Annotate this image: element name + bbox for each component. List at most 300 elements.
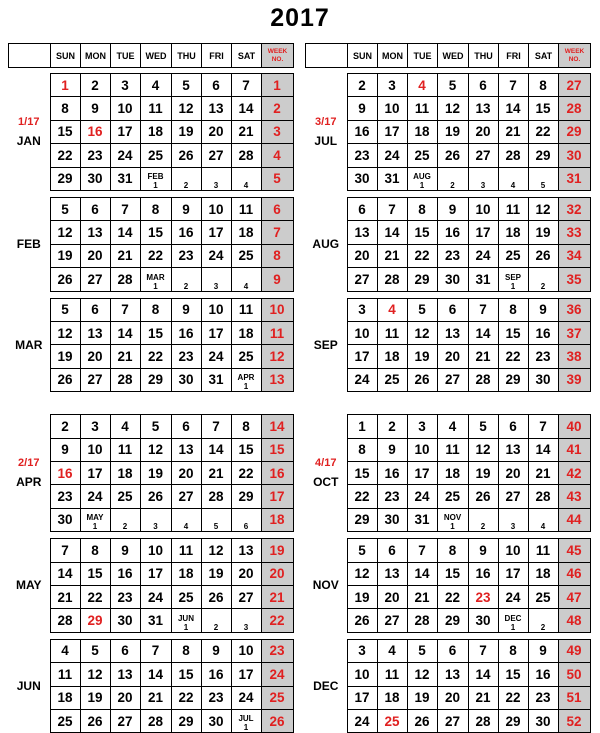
day-cell: 12	[201, 539, 231, 562]
day-cell: 21	[50, 585, 80, 608]
day-cell: 13	[377, 562, 407, 585]
day-cell: 10	[140, 539, 171, 562]
month-block-jan	[8, 73, 294, 191]
day-cell: 16	[437, 221, 468, 244]
day-cell: 20	[171, 461, 201, 484]
next-month-abbr: AUG	[413, 171, 431, 181]
day-cell: 20	[80, 345, 110, 368]
day-cell: 24	[110, 144, 140, 167]
day-cell: 23	[171, 244, 201, 267]
month-label	[8, 415, 50, 532]
day-cell: 12	[50, 321, 80, 344]
day-cell: 17	[201, 321, 231, 344]
next-month-day: 2	[122, 522, 128, 532]
week-number-header: WEEK NO.	[559, 44, 591, 68]
day-cell: 12	[437, 97, 468, 120]
week-row	[305, 562, 590, 585]
day-cell: 12	[50, 221, 80, 244]
week-row	[8, 609, 293, 632]
day-cell: 25	[528, 585, 558, 608]
week-row	[8, 97, 293, 120]
day-cell: 4	[110, 415, 140, 438]
day-cell: 8	[140, 298, 171, 321]
day-cell: 30	[347, 167, 377, 190]
day-cell: 5	[171, 74, 201, 97]
day-cell: 23	[377, 485, 407, 508]
month-label	[305, 539, 347, 633]
day-cell: 2	[347, 74, 377, 97]
day-cell: 24	[201, 345, 231, 368]
day-cell: 14	[110, 221, 140, 244]
day-cell: 30	[437, 268, 468, 291]
day-cell: 13	[347, 221, 377, 244]
day-cell: 22	[50, 144, 80, 167]
day-cell: 7	[407, 539, 437, 562]
week-row	[8, 298, 293, 321]
next-month-day: 1	[153, 180, 158, 190]
week-row	[8, 639, 293, 662]
day-cell: 16	[171, 221, 201, 244]
day-cell: 6	[468, 74, 498, 97]
week-number: 30	[558, 144, 590, 167]
day-cell	[498, 268, 528, 291]
day-cell: 10	[407, 438, 437, 461]
day-cell: 21	[407, 585, 437, 608]
day-cell: 21	[110, 244, 140, 267]
day-cell: 11	[140, 97, 171, 120]
week-row	[305, 709, 590, 732]
week-row	[8, 321, 293, 344]
month-label	[305, 298, 347, 392]
next-month-day: 3	[510, 522, 516, 532]
day-cell: 17	[347, 686, 377, 709]
next-month-day: 3	[153, 522, 158, 532]
day-cell: 16	[528, 321, 558, 344]
weekday-label: SAT	[232, 44, 262, 68]
day-cell: 14	[377, 221, 407, 244]
day-cell: 16	[171, 321, 201, 344]
week-number: 18	[261, 508, 293, 531]
day-cell: 22	[498, 686, 528, 709]
day-cell: 30	[528, 368, 558, 391]
next-month-abbr: MAR	[146, 272, 165, 282]
day-cell: 14	[140, 663, 171, 686]
next-month-day: 1	[243, 723, 249, 733]
weekday-header	[8, 43, 294, 68]
month-name: MAR	[15, 337, 43, 352]
day-cell: 11	[528, 539, 558, 562]
next-month-day: 1	[153, 281, 158, 291]
day-cell: 21	[140, 686, 171, 709]
week-row	[305, 74, 590, 97]
day-cell: 15	[231, 438, 261, 461]
day-cell: 9	[468, 539, 498, 562]
week-number: 33	[558, 221, 590, 244]
day-cell: 1	[50, 74, 80, 97]
day-cell: 8	[498, 298, 528, 321]
day-cell	[231, 709, 261, 732]
week-row	[8, 539, 293, 562]
day-cell: 14	[231, 97, 261, 120]
day-cell: 10	[231, 639, 261, 662]
day-cell: 4	[377, 298, 407, 321]
week-number: 4	[261, 144, 293, 167]
next-month-day: 1	[92, 522, 98, 532]
day-cell: 5	[437, 74, 468, 97]
day-cell: 26	[407, 709, 437, 732]
day-cell: 15	[171, 663, 201, 686]
day-cell: 14	[528, 438, 558, 461]
next-month-abbr: SEP	[504, 272, 521, 282]
day-cell: 18	[50, 686, 80, 709]
day-cell: 25	[377, 709, 407, 732]
day-cell: 19	[437, 120, 468, 143]
week-row	[305, 345, 590, 368]
day-cell: 13	[80, 221, 110, 244]
day-cell: 7	[110, 198, 140, 221]
day-cell: 29	[528, 144, 558, 167]
next-month-day: 4	[243, 180, 249, 190]
week-number: 5	[261, 167, 293, 190]
day-cell: 14	[468, 663, 498, 686]
week-number: 2	[261, 97, 293, 120]
next-month-abbr: JUL	[238, 714, 254, 724]
day-cell: 27	[110, 709, 140, 732]
month-block-sep	[305, 298, 591, 393]
day-cell: 9	[347, 97, 377, 120]
weekday-label: SAT	[529, 44, 559, 68]
week-number: 12	[261, 345, 293, 368]
day-cell	[140, 508, 171, 531]
day-cell: 13	[80, 321, 110, 344]
day-cell: 23	[80, 144, 110, 167]
next-month-day: 5	[213, 522, 219, 532]
day-cell	[231, 167, 261, 190]
day-cell	[231, 368, 261, 391]
day-cell: 14	[498, 97, 528, 120]
day-cell: 26	[140, 485, 171, 508]
day-cell: 3	[347, 298, 377, 321]
month-name: JAN	[16, 133, 41, 148]
day-cell: 6	[437, 639, 468, 662]
day-cell	[171, 268, 201, 291]
day-cell: 22	[528, 120, 558, 143]
day-cell: 31	[468, 268, 498, 291]
week-row	[8, 120, 293, 143]
day-cell: 23	[110, 585, 140, 608]
day-cell: 31	[110, 167, 140, 190]
day-cell: 4	[407, 74, 437, 97]
week-row	[305, 97, 590, 120]
week-row	[305, 461, 590, 484]
day-cell	[528, 268, 558, 291]
day-cell: 21	[110, 345, 140, 368]
week-number: 15	[261, 438, 293, 461]
day-cell: 21	[468, 345, 498, 368]
day-cell: 7	[201, 415, 231, 438]
day-cell: 13	[437, 321, 468, 344]
day-cell: 12	[171, 97, 201, 120]
day-cell	[140, 268, 171, 291]
day-cell: 20	[110, 686, 140, 709]
month-block-oct	[305, 414, 591, 532]
weekday-label: THU	[172, 44, 202, 68]
week-row	[8, 244, 293, 267]
week-number: 31	[558, 167, 590, 190]
day-cell: 17	[201, 221, 231, 244]
week-number: 44	[558, 508, 590, 531]
week-row	[8, 438, 293, 461]
weekday-label: TUE	[111, 44, 141, 68]
day-cell: 4	[437, 415, 468, 438]
day-cell: 24	[498, 585, 528, 608]
day-cell: 7	[468, 639, 498, 662]
day-cell: 27	[437, 368, 468, 391]
next-month-day: 2	[540, 622, 546, 632]
day-cell	[171, 167, 201, 190]
day-cell: 29	[498, 368, 528, 391]
day-cell: 10	[468, 198, 498, 221]
day-cell	[80, 508, 110, 531]
day-cell: 28	[110, 268, 140, 291]
day-cell: 14	[50, 562, 80, 585]
week-row	[8, 221, 293, 244]
week-number: 29	[558, 120, 590, 143]
day-cell: 25	[407, 144, 437, 167]
day-cell: 23	[528, 345, 558, 368]
week-row	[305, 415, 590, 438]
day-cell: 25	[498, 244, 528, 267]
day-cell: 23	[201, 686, 231, 709]
week-number: 50	[558, 663, 590, 686]
day-cell: 10	[347, 663, 377, 686]
week-number: 34	[558, 244, 590, 267]
day-cell: 22	[347, 485, 377, 508]
day-cell: 19	[50, 244, 80, 267]
day-cell: 6	[110, 639, 140, 662]
day-cell: 28	[110, 368, 140, 391]
week-number: 1	[261, 74, 293, 97]
month-label	[305, 74, 347, 191]
week-row	[8, 709, 293, 732]
week-row	[305, 368, 590, 391]
day-cell: 23	[347, 144, 377, 167]
day-cell	[468, 167, 498, 190]
month-block-jul	[305, 73, 591, 191]
day-cell: 27	[80, 268, 110, 291]
week-row	[305, 298, 590, 321]
month-label	[8, 198, 50, 292]
day-cell: 16	[528, 663, 558, 686]
week-row	[8, 144, 293, 167]
week-number: 28	[558, 97, 590, 120]
day-cell: 11	[231, 298, 261, 321]
day-cell: 19	[468, 461, 498, 484]
week-number: 52	[558, 709, 590, 732]
week-row	[8, 198, 293, 221]
day-cell: 3	[347, 639, 377, 662]
week-row	[305, 438, 590, 461]
month-name: SEP	[313, 337, 338, 352]
day-cell: 12	[407, 663, 437, 686]
day-cell: 12	[407, 321, 437, 344]
day-cell: 18	[171, 562, 201, 585]
day-cell: 16	[50, 461, 80, 484]
day-cell: 2	[80, 74, 110, 97]
week-row	[305, 485, 590, 508]
day-cell: 15	[80, 562, 110, 585]
day-cell: 28	[468, 368, 498, 391]
month-block-may	[8, 538, 294, 633]
next-month-day: 1	[243, 382, 249, 392]
day-cell: 29	[80, 609, 110, 632]
day-cell	[498, 167, 528, 190]
day-cell: 8	[498, 639, 528, 662]
day-cell	[437, 167, 468, 190]
week-number: 20	[261, 562, 293, 585]
next-month-day: 2	[480, 522, 486, 532]
week-number: 25	[261, 686, 293, 709]
day-cell: 12	[80, 663, 110, 686]
week-row	[305, 585, 590, 608]
day-cell: 24	[140, 585, 171, 608]
day-cell: 26	[407, 368, 437, 391]
day-cell: 26	[50, 268, 80, 291]
day-cell: 5	[50, 298, 80, 321]
day-cell: 28	[201, 485, 231, 508]
day-cell: 26	[171, 144, 201, 167]
day-cell: 19	[407, 686, 437, 709]
day-cell: 25	[110, 485, 140, 508]
day-cell: 19	[407, 345, 437, 368]
header-corner	[306, 44, 348, 68]
day-cell: 22	[140, 244, 171, 267]
day-cell: 10	[201, 198, 231, 221]
day-cell: 8	[80, 539, 110, 562]
day-cell: 20	[437, 686, 468, 709]
day-cell	[201, 609, 231, 632]
week-row	[8, 485, 293, 508]
day-cell: 5	[50, 198, 80, 221]
day-cell: 6	[377, 539, 407, 562]
week-row	[8, 461, 293, 484]
header-corner	[9, 44, 51, 68]
week-number: 9	[261, 268, 293, 291]
week-number: 43	[558, 485, 590, 508]
day-cell: 27	[437, 709, 468, 732]
week-number: 10	[261, 298, 293, 321]
next-month-abbr: APR	[237, 373, 255, 383]
day-cell	[140, 167, 171, 190]
day-cell: 18	[437, 461, 468, 484]
week-row	[8, 415, 293, 438]
day-cell: 27	[468, 144, 498, 167]
day-cell: 17	[80, 461, 110, 484]
week-row	[305, 268, 590, 291]
week-number: 46	[558, 562, 590, 585]
day-cell: 10	[201, 298, 231, 321]
day-cell: 20	[201, 120, 231, 143]
day-cell: 16	[80, 120, 110, 143]
week-row	[8, 345, 293, 368]
day-cell: 11	[437, 438, 468, 461]
next-month-day: 3	[243, 622, 249, 632]
day-cell: 21	[231, 120, 261, 143]
month-name: JUL	[314, 133, 338, 148]
day-cell: 29	[140, 368, 171, 391]
week-row	[305, 508, 590, 531]
day-cell	[437, 508, 468, 531]
month-name: JUN	[16, 679, 41, 694]
day-cell: 11	[377, 321, 407, 344]
weekday-label: WED	[438, 44, 469, 68]
week-row	[8, 508, 293, 531]
day-cell: 29	[407, 268, 437, 291]
day-cell	[231, 609, 261, 632]
week-row	[305, 167, 590, 190]
day-cell: 11	[50, 663, 80, 686]
day-cell: 10	[110, 97, 140, 120]
month-name: NOV	[312, 578, 339, 593]
day-cell: 16	[110, 562, 140, 585]
day-cell: 21	[498, 120, 528, 143]
day-cell: 27	[498, 485, 528, 508]
day-cell: 7	[140, 639, 171, 662]
weekday-label: SUN	[51, 44, 81, 68]
day-cell: 28	[528, 485, 558, 508]
day-cell: 17	[377, 120, 407, 143]
day-cell: 14	[201, 438, 231, 461]
day-cell: 24	[377, 144, 407, 167]
day-cell: 11	[407, 97, 437, 120]
day-cell: 25	[140, 144, 171, 167]
day-cell: 19	[50, 345, 80, 368]
day-cell: 23	[50, 485, 80, 508]
day-cell: 15	[498, 321, 528, 344]
week-number: 17	[261, 485, 293, 508]
day-cell: 13	[231, 539, 261, 562]
day-cell: 15	[140, 221, 171, 244]
day-cell: 15	[50, 120, 80, 143]
day-cell: 2	[377, 415, 407, 438]
week-row	[8, 686, 293, 709]
day-cell: 7	[377, 198, 407, 221]
month-block-nov	[305, 538, 591, 633]
day-cell: 15	[528, 97, 558, 120]
next-month-day: 1	[450, 522, 455, 532]
day-cell: 12	[140, 438, 171, 461]
day-cell: 20	[437, 345, 468, 368]
day-cell: 11	[171, 539, 201, 562]
week-row	[305, 639, 590, 662]
weekday-label: TUE	[408, 44, 438, 68]
next-month-day: 1	[183, 622, 189, 632]
week-number: 41	[558, 438, 590, 461]
next-month-abbr: DEC	[504, 613, 522, 623]
day-cell	[528, 508, 558, 531]
day-cell: 17	[347, 345, 377, 368]
week-row	[305, 663, 590, 686]
day-cell: 24	[468, 244, 498, 267]
day-cell: 16	[201, 663, 231, 686]
day-cell: 7	[110, 298, 140, 321]
day-cell: 8	[437, 539, 468, 562]
next-month-abbr: NOV	[443, 513, 462, 523]
day-cell: 29	[498, 709, 528, 732]
next-month-day: 2	[183, 180, 189, 190]
weekday-label: WED	[141, 44, 172, 68]
day-cell: 9	[80, 97, 110, 120]
